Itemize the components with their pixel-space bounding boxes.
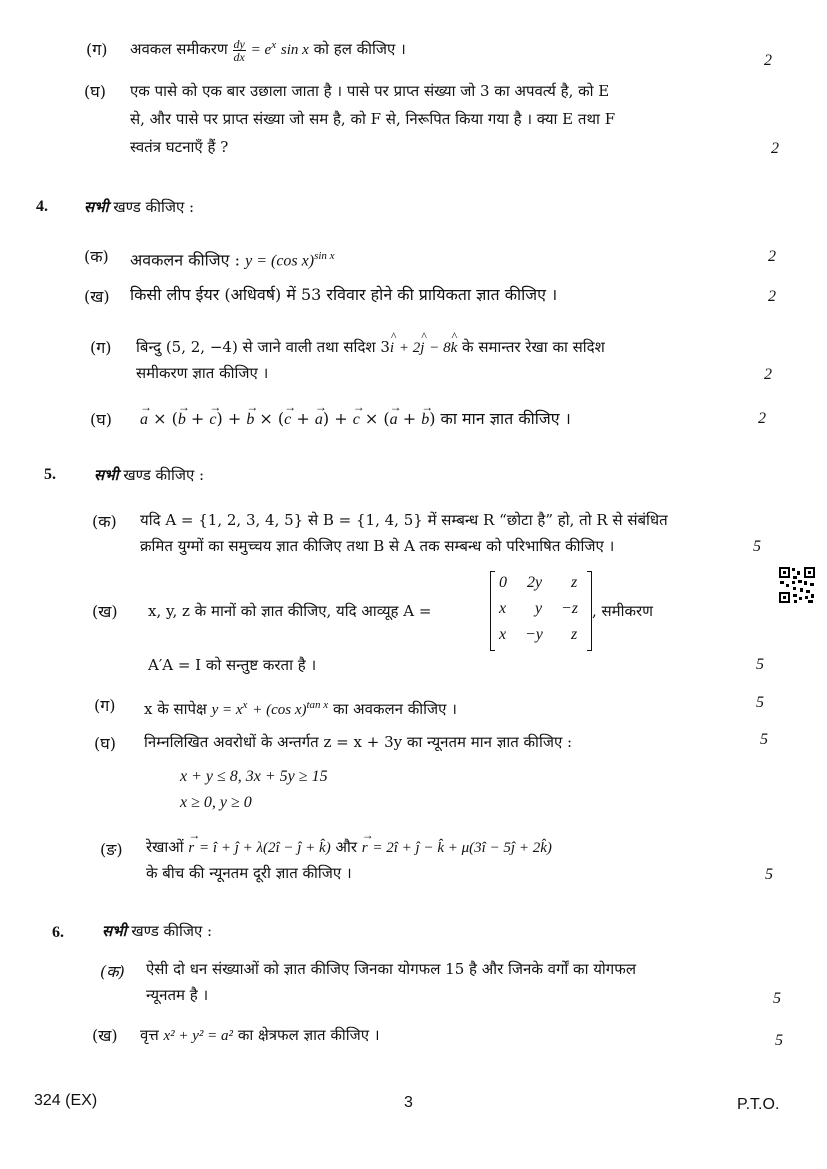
q6-ka-line1: ऐसी दो धन संख्याओं को ज्ञात कीजिए जिनका योगफल 15 है और जिनके वर्गों का योगफल: [146, 960, 636, 978]
page-number: 3: [404, 1094, 413, 1111]
q3-ga-text: [130, 34, 406, 63]
matrix-cell: x: [499, 600, 507, 617]
q4-ga-minus8: − 8: [429, 340, 451, 356]
q5-nga-text-a: रेखाओं: [146, 838, 184, 856]
q5-ga-text: [144, 694, 457, 721]
q5-ga-marks: 5: [756, 694, 764, 711]
q5-ka-line1: यदि A = {1, 2, 3, 4, 5} से B = {1, 4, 5} में सम्बन्ध R “छोटा है” हो, तो R से संबंधित: [140, 511, 668, 529]
q5-ga-math2: + (cos x): [252, 702, 307, 718]
paper-code: 324 (EX): [34, 1092, 98, 1109]
matrix-a: [490, 572, 592, 650]
q5-gha-label: (घ): [94, 734, 116, 753]
q3-ga-marks: 2: [764, 52, 772, 69]
q5-ka-line2: क्रमित युग्मों का समुच्चय ज्ञात कीजिए तथा B से A तक सम्बन्ध को परिभाषित कीजिए ।: [140, 537, 615, 555]
q3-ga-sup: x: [271, 39, 277, 51]
q6-ka-label: (क): [100, 962, 125, 981]
q5-heading-bold: सभी: [94, 466, 119, 484]
q3-gha-line1: एक पासे को एक बार उछाला जाता है । पासे पर प्राप्त संख्या जो 3 का अपवर्त्य है, को E: [130, 82, 610, 100]
q4-kha-marks: 2: [768, 288, 776, 305]
q6-kha-text-a: वृत्त: [140, 1026, 159, 1044]
q6-kha-text: [140, 1024, 380, 1047]
q4-gha-tail: का मान ज्ञात कीजिए ।: [440, 409, 571, 428]
q5-kha-line2: A′A = I को सन्तुष्ट करता है ।: [148, 656, 317, 674]
q4-kha-text: किसी लीप ईयर (अधिवर्ष) में 53 रविवार होने की प्रायिकता ज्ञात कीजिए ।: [130, 285, 558, 304]
q4-ka-math: y = (cos x): [245, 252, 315, 270]
q4-ga-plus2: + 2: [398, 340, 421, 356]
q4-ga-line1-b: के समान्तर रेखा का सदिश: [462, 338, 605, 356]
q5-heading-rest: खण्ड कीजिए :: [123, 466, 205, 484]
vec-c: → c: [353, 409, 360, 431]
matrix-cell: z: [571, 626, 578, 643]
q5-ka-marks: 5: [753, 538, 761, 555]
q4-ga-label: (ग): [90, 338, 112, 357]
q5-ga-sup1: x: [242, 699, 248, 711]
frac-den: dx: [233, 49, 245, 64]
vec-a: → a: [315, 409, 323, 431]
q4-ga-line2: समीकरण ज्ञात कीजिए ।: [136, 364, 269, 382]
q3-ga-label: (ग): [86, 40, 108, 59]
q5-heading: [94, 464, 204, 486]
q4-ka-text: [130, 245, 335, 272]
q6-kha-text-b: का क्षेत्रफल ज्ञात कीजिए ।: [237, 1026, 380, 1044]
matrix-cell: y: [535, 600, 543, 617]
q5-nga-line1: [146, 836, 552, 859]
q5-gha-text: निम्नलिखित अवरोधों के अन्तर्गत z = x + 3y का न्यूनतम मान ज्ञात कीजिए :: [144, 733, 573, 751]
q4-ka-label: (क): [84, 247, 109, 266]
q4-gha-marks: 2: [758, 410, 766, 427]
q5-ga-text-a: x के सापेक्ष: [144, 700, 207, 718]
vec-r: → r: [188, 837, 194, 859]
q5-ga-math: y = x: [211, 702, 243, 718]
q3-gha-label: (घ): [84, 82, 106, 101]
q4-ga-line1: [136, 336, 605, 359]
matrix-cell: z: [571, 574, 578, 591]
pto-label: P.T.O.: [737, 1096, 780, 1113]
q5-nga-line2: के बीच की न्यूनतम दूरी ज्ञात कीजिए ।: [146, 864, 352, 882]
q5-ga-label: (ग): [94, 696, 116, 715]
q4-heading: [84, 196, 194, 218]
q5-nga-and: और: [335, 838, 357, 856]
vec-r: → r: [362, 837, 368, 859]
q5-ka-label: (क): [92, 512, 117, 531]
matrix-cell: x: [499, 626, 507, 643]
matrix-cell: 0: [499, 574, 507, 591]
q6-ka-marks: 5: [773, 990, 781, 1007]
q6-heading-rest: खण्ड कीजिए :: [131, 922, 213, 940]
q6-kha-marks: 5: [775, 1032, 783, 1049]
q3-ga-text-after: को हल कीजिए ।: [313, 40, 406, 58]
matrix-cell: −y: [525, 626, 543, 643]
vec-c: → c: [284, 409, 291, 431]
matrix-cell: −z: [561, 600, 579, 617]
q6-ka-line2: न्यूनतम है ।: [146, 986, 209, 1004]
q4-gha-label: (घ): [90, 410, 112, 429]
matrix-cell: 2y: [527, 574, 543, 591]
vec-a: → a: [390, 409, 398, 431]
q3-gha-line2: से, और पासे पर प्राप्त संख्या जो सम है, को F से, निरूपित किया गया है । क्या E तथा F: [130, 110, 616, 128]
q5-nga-eq2: = 2î + ĵ − k̂ + μ(3î − 5ĵ + 2k̂): [372, 840, 552, 856]
q5-kha-label: (ख): [92, 602, 118, 621]
q3-gha-marks: 2: [771, 140, 779, 157]
q3-ga-eq2: sin x: [280, 42, 309, 58]
q6-heading: [102, 920, 212, 942]
q5-ga-text-b: का अवकलन कीजिए ।: [332, 700, 457, 718]
q3-gha-line3: स्वतंत्र घटनाएँ हैं ?: [130, 138, 229, 156]
q4-ga-marks: 2: [764, 366, 772, 383]
q4-ga-line1-a: बिन्दु (5, 2, −4) से जाने वाली तथा सदिश 3: [136, 338, 390, 356]
q4-gha-expression: → a × (→ b + → c) + → b × (→ c + → a) + → c × (→ a + → b) का मान ज्ञात कीजिए ।: [140, 408, 571, 431]
k-hat: ^ k: [451, 337, 458, 359]
q4-heading-rest: खण्ड कीजिए :: [113, 198, 195, 216]
q4-ka-text-hi: अवकलन कीजिए :: [130, 250, 240, 270]
q4-number: 4.: [36, 198, 48, 215]
q4-ka-marks: 2: [768, 248, 776, 265]
q6-number: 6.: [52, 924, 64, 941]
i-hat: ^ i: [390, 337, 394, 359]
q5-gha-marks: 5: [760, 731, 768, 748]
q6-heading-bold: सभी: [102, 922, 127, 940]
q6-kha-math: x² + y² = a²: [163, 1028, 234, 1044]
q4-ka-sup: sin x: [314, 250, 335, 262]
q5-number: 5.: [44, 466, 56, 483]
vec-b: → b: [246, 409, 254, 431]
q5-kha-tail: , समीकरण: [592, 602, 654, 620]
q5-gha-constraint2: x ≥ 0, y ≥ 0: [180, 794, 252, 811]
qr-code-icon: [778, 566, 816, 604]
q3-ga-eq: = e: [250, 42, 272, 58]
q5-nga-eq1: = î + ĵ + λ(2î − ĵ + k̂): [199, 840, 331, 856]
q3-ga-text-before: अवकल समीकरण: [130, 40, 228, 58]
vec-b: → b: [421, 409, 429, 431]
vec-a: → a: [140, 409, 148, 431]
dy-dx-fraction: [233, 38, 246, 63]
frac-num: dy: [233, 36, 245, 51]
q5-nga-marks: 5: [765, 866, 773, 883]
q5-gha-constraint1: x + y ≤ 8, 3x + 5y ≥ 15: [180, 768, 328, 785]
j-hat: ^ j: [420, 337, 424, 359]
vec-c: → c: [209, 409, 216, 431]
q5-ga-sup2: tan x: [306, 699, 329, 711]
vec-b: → b: [178, 409, 186, 431]
q4-kha-label: (ख): [84, 287, 110, 306]
q6-kha-label: (ख): [92, 1026, 118, 1045]
q5-kha-marks: 5: [756, 656, 764, 673]
q5-nga-label: (ङ): [100, 840, 123, 859]
q5-kha-text: x, y, z के मानों को ज्ञात कीजिए, यदि आव्यूह A =: [148, 602, 432, 620]
q4-heading-bold: सभी: [84, 198, 109, 216]
